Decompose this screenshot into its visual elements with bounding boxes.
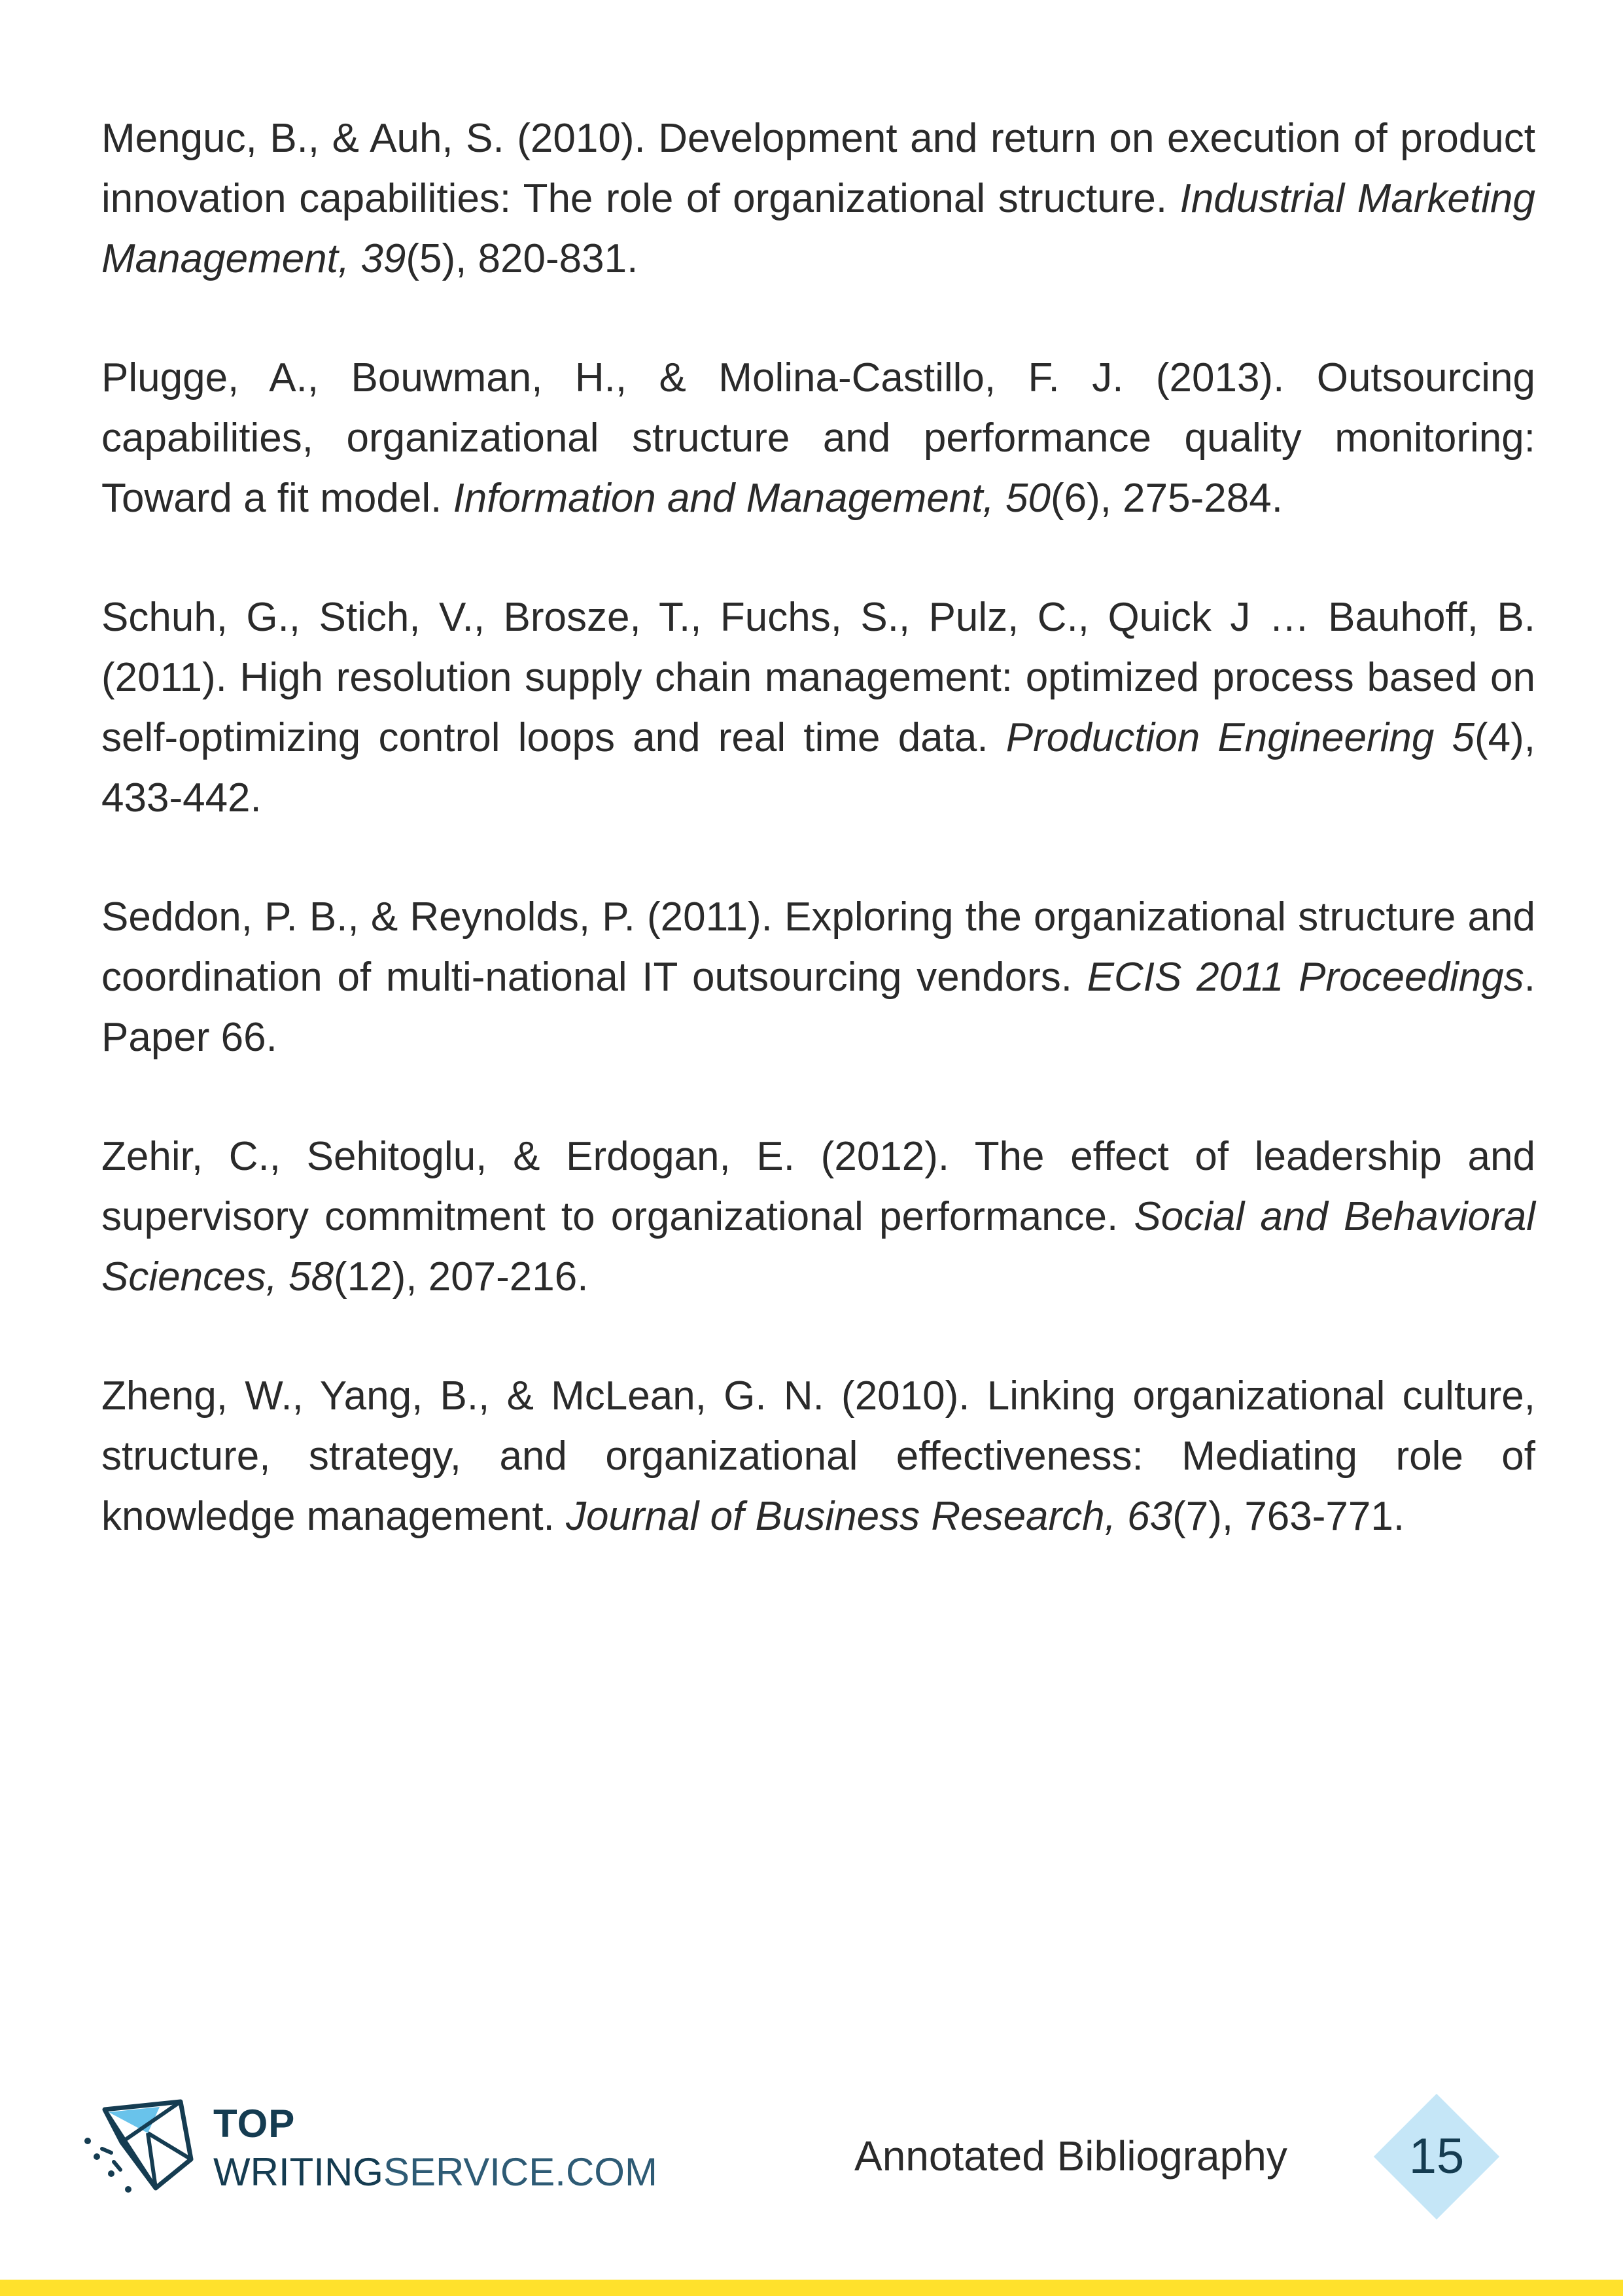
reference-tail: (7), 763-771. [1172,1494,1405,1539]
reference-tail: (5), 820-831. [406,236,638,281]
reference-entry [101,1127,1535,1307]
logo-light-text: SERVICE.COM [383,2150,657,2194]
journal-title: Production Engineering 5 [1005,715,1475,760]
reference-tail: (12), 207-216. [334,1254,589,1299]
journal-title: Industrial Marketing Management, 39 [101,176,1535,281]
brand-logo[interactable] [82,2096,665,2201]
reference-list [101,109,1535,1606]
reference-text: Seddon, P. B., & Reynolds, P. (2011). Exploring the organizational structure and coordination of multi-national IT outsourcing vendors. [101,894,1535,1000]
reference-tail: (6), 275-284. [1050,476,1283,521]
reference-text: Plugge, A., Bouwman, H., & Molina-Castillo, F. J. (2013). Outsourcing capabilities, organizational structure and performance quality monitoring: Toward a fit model. [101,355,1535,521]
logo-top-text: TOP [213,2102,296,2146]
reference-text: Zheng, W., Yang, B., & McLean, G. N. (2010). Linking organizational culture, structure, strategy, and organizational effectiveness: Mediating role of knowledge management. [101,1373,1535,1539]
reference-tail: (4), 433-442. [101,715,1535,821]
journal-title: Journal of Business Research, 63 [566,1494,1173,1539]
bottom-accent-bar [0,2280,1623,2296]
footer-document-title: Annotated Bibliography [854,2132,1287,2180]
reference-entry [101,887,1535,1068]
logo-bold-text: WRITING [213,2150,383,2194]
reference-entry [101,109,1535,289]
logo-bottom-text [213,2150,657,2194]
page-number-badge [1374,2094,1499,2219]
reference-tail: . Paper 66. [101,955,1535,1060]
reference-entry [101,1366,1535,1547]
reference-text: Zehir, C., Sehitoglu, & Erdogan, E. (2012). The effect of leadership and supervisory commitment to organizational performance. [101,1134,1535,1239]
journal-title: Information and Management, 50 [453,476,1051,521]
logo-wordmark [213,2104,657,2192]
page-number: 15 [1408,2128,1465,2184]
journal-title: ECIS 2011 Proceedings [1087,955,1524,1000]
diamond-logo-icon [82,2096,194,2201]
reference-text: Menguc, B., & Auh, S. (2010). Development and return on execution of product innovation capabilities: The role of organizational structure. [101,116,1535,221]
reference-text: Schuh, G., Stich, V., Brosze, T., Fuchs, S., Pulz, C., Quick J … Bauhoff, B. (2011). High resolution supply chain management: optimized process based on self-optimizing control loops and real time data. [101,595,1535,760]
journal-title: Social and Behavioral Sciences, 58 [101,1194,1536,1299]
reference-entry [101,348,1535,529]
reference-entry [101,588,1535,828]
